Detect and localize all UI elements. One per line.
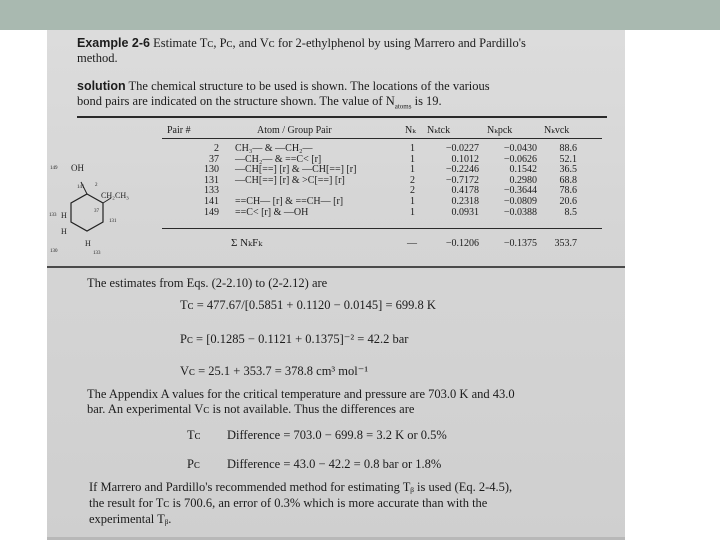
table-bottom-rule (47, 266, 625, 268)
mol-label: 37 (94, 209, 99, 214)
solution-line-1 (77, 79, 490, 94)
example-text-2: method. (77, 51, 118, 65)
table-cell: 0.2980 (509, 174, 537, 186)
mol-label: H (85, 239, 91, 248)
table-cell: 149 (204, 206, 219, 218)
table-cell: −0.7172 (445, 174, 479, 186)
example-line-1 (77, 36, 526, 51)
tck-column (425, 144, 479, 218)
estimates-intro: The estimates from Eqs. (2-2.10) to (2-2.12) are (87, 276, 328, 290)
tc-diff-text: Difference = 703.0 − 699.8 = 3.2 K or 0.5% (227, 428, 447, 442)
pck-column (483, 144, 537, 218)
conclusion-line-1: If Marrero and Pardillo's recommended method for estimating Tᵦ is used (Eq. 2-4.5), (89, 480, 513, 494)
mol-label: 141 (77, 185, 85, 190)
sum-pck: −0.1375 (503, 238, 537, 249)
mol-label: 131 (109, 219, 117, 224)
atom-pair-column (235, 144, 405, 218)
table-header-rule (162, 138, 602, 139)
title-bar (0, 0, 720, 30)
table-cell: −0.0626 (503, 153, 537, 165)
table-cell: 130 (204, 164, 219, 176)
header-atom-pair: Atom / Group Pair (257, 125, 332, 136)
scanned-page (47, 30, 625, 540)
solution-text-2a: bond pairs are indicated on the structure shown. The value of N (77, 94, 395, 108)
table-cell: 0.1542 (509, 164, 537, 176)
table-cell: 36.5 (559, 164, 577, 176)
table-cell: −0.0809 (503, 195, 537, 207)
sum-vck: 353.7 (554, 238, 577, 249)
table-cell: 8.5 (564, 206, 577, 218)
table-cell: 37 (209, 153, 219, 165)
molecule-structure (47, 156, 127, 266)
header-tck: Nₖtck (427, 125, 451, 136)
solution-line-2 (77, 94, 442, 111)
table-cell: 88.6 (559, 143, 577, 154)
solution-text-2b: is 19. (414, 94, 442, 108)
mol-label: 2 (95, 183, 98, 188)
sum-tck: −0.1206 (445, 238, 479, 249)
table-top-rule (77, 116, 607, 118)
tc-equation: Tᴄ = 477.67/[0.5851 + 0.1120 − 0.0145] = 699.8 K (180, 298, 436, 312)
example-label: Example 2-6 (77, 36, 150, 50)
table-cell: 68.8 (559, 174, 577, 186)
group-table (47, 144, 625, 220)
table-cell: 1 (410, 164, 415, 176)
mol-label: 149 (50, 166, 58, 171)
conclusion-line-2: the result for Tᴄ is 700.6, an error of 0.3% which is more accurate than with the (89, 496, 488, 510)
table-cell: 2 (214, 143, 219, 154)
header-pair: Pair # (167, 125, 191, 136)
table-cell: −0.3644 (503, 185, 537, 197)
table-cell: 52.1 (559, 153, 577, 165)
table-cell: —CH[==] [r] & >C[==] [r] (235, 174, 345, 186)
table-cell: 1 (410, 143, 415, 154)
sum-nk: — (407, 238, 417, 249)
sum-label: Σ NₖFₖ (231, 237, 263, 249)
table-cell: 1 (410, 206, 415, 218)
conclusion-line-3: experimental Tᵦ. (89, 512, 172, 526)
appendix-line-1: The Appendix A values for the critical temperature and pressure are 703.0 K and 43.0 (87, 387, 515, 401)
table-cell: 0.2318 (451, 195, 479, 207)
table-sum-rule (162, 228, 602, 229)
appendix-line-2: bar. An experimental Vᴄ is not available. Thus the differences are (87, 402, 415, 416)
table-cell: —CH[==] [r] & —CH[==] [r] (235, 164, 357, 176)
table-cell: ==C< [r] & —OH (235, 206, 309, 218)
table-cell: 0.1012 (451, 153, 479, 165)
solution-subscript: atoms (394, 102, 412, 111)
table-cell: −0.0227 (445, 143, 479, 154)
example-text: Estimate Tᴄ, Pᴄ, and Vᴄ for 2-ethylphenol by using Marrero and Pardillo's (153, 36, 526, 50)
table-cell: 131 (204, 174, 219, 186)
pc-equation: Pᴄ = [0.1285 − 0.1121 + 0.1375]⁻² = 42.2 bar (180, 332, 409, 346)
table-cell: 141 (204, 195, 219, 207)
mol-label: OH (71, 163, 84, 173)
table-cell: 1 (410, 195, 415, 207)
vc-equation: Vᴄ = 25.1 + 353.7 = 378.8 cm³ mol⁻¹ (180, 364, 369, 378)
solution-text-1: The chemical structure to be used is shown. The locations of the various (128, 79, 490, 93)
pair-column (177, 144, 219, 218)
table-cell: −0.0430 (503, 143, 537, 154)
mol-label: CH₃ (115, 191, 129, 200)
table-cell: −0.2246 (445, 164, 479, 176)
table-cell: ==CH— [r] & ==CH— [r] (235, 195, 344, 207)
table-cell: −0.0388 (503, 206, 537, 218)
header-vck: Nₖvck (544, 125, 570, 136)
table-cell: CH₃— & —CH₂— (235, 143, 313, 154)
nk-column (399, 144, 415, 218)
vck-column (543, 144, 577, 218)
mol-label: 130 (50, 249, 58, 254)
mol-label: 133 (93, 251, 101, 256)
header-pck: Nₖpck (487, 125, 513, 136)
tc-diff-label: Tᴄ (187, 428, 201, 442)
mol-label: CH₂ (101, 191, 115, 200)
solution-label: solution (77, 79, 126, 93)
table-cell: 1 (410, 153, 415, 165)
table-cell: 0.4178 (451, 185, 479, 197)
mol-label: 133 (49, 213, 57, 218)
mol-label: H (61, 227, 67, 236)
table-cell: 2 (410, 185, 415, 197)
pc-diff-label: Pᴄ (187, 457, 200, 471)
table-cell: 78.6 (559, 185, 577, 197)
header-nk: Nₖ (405, 125, 416, 136)
table-cell: 133 (204, 185, 219, 197)
mol-label: H (61, 211, 67, 220)
table-cell: —CH₂— & ==C< [r] (235, 153, 322, 165)
table-cell: 0.0931 (451, 206, 479, 218)
table-cell: 20.6 (559, 195, 577, 207)
pc-diff-text: Difference = 43.0 − 42.2 = 0.8 bar or 1.8% (227, 457, 442, 471)
table-cell: 2 (410, 174, 415, 186)
